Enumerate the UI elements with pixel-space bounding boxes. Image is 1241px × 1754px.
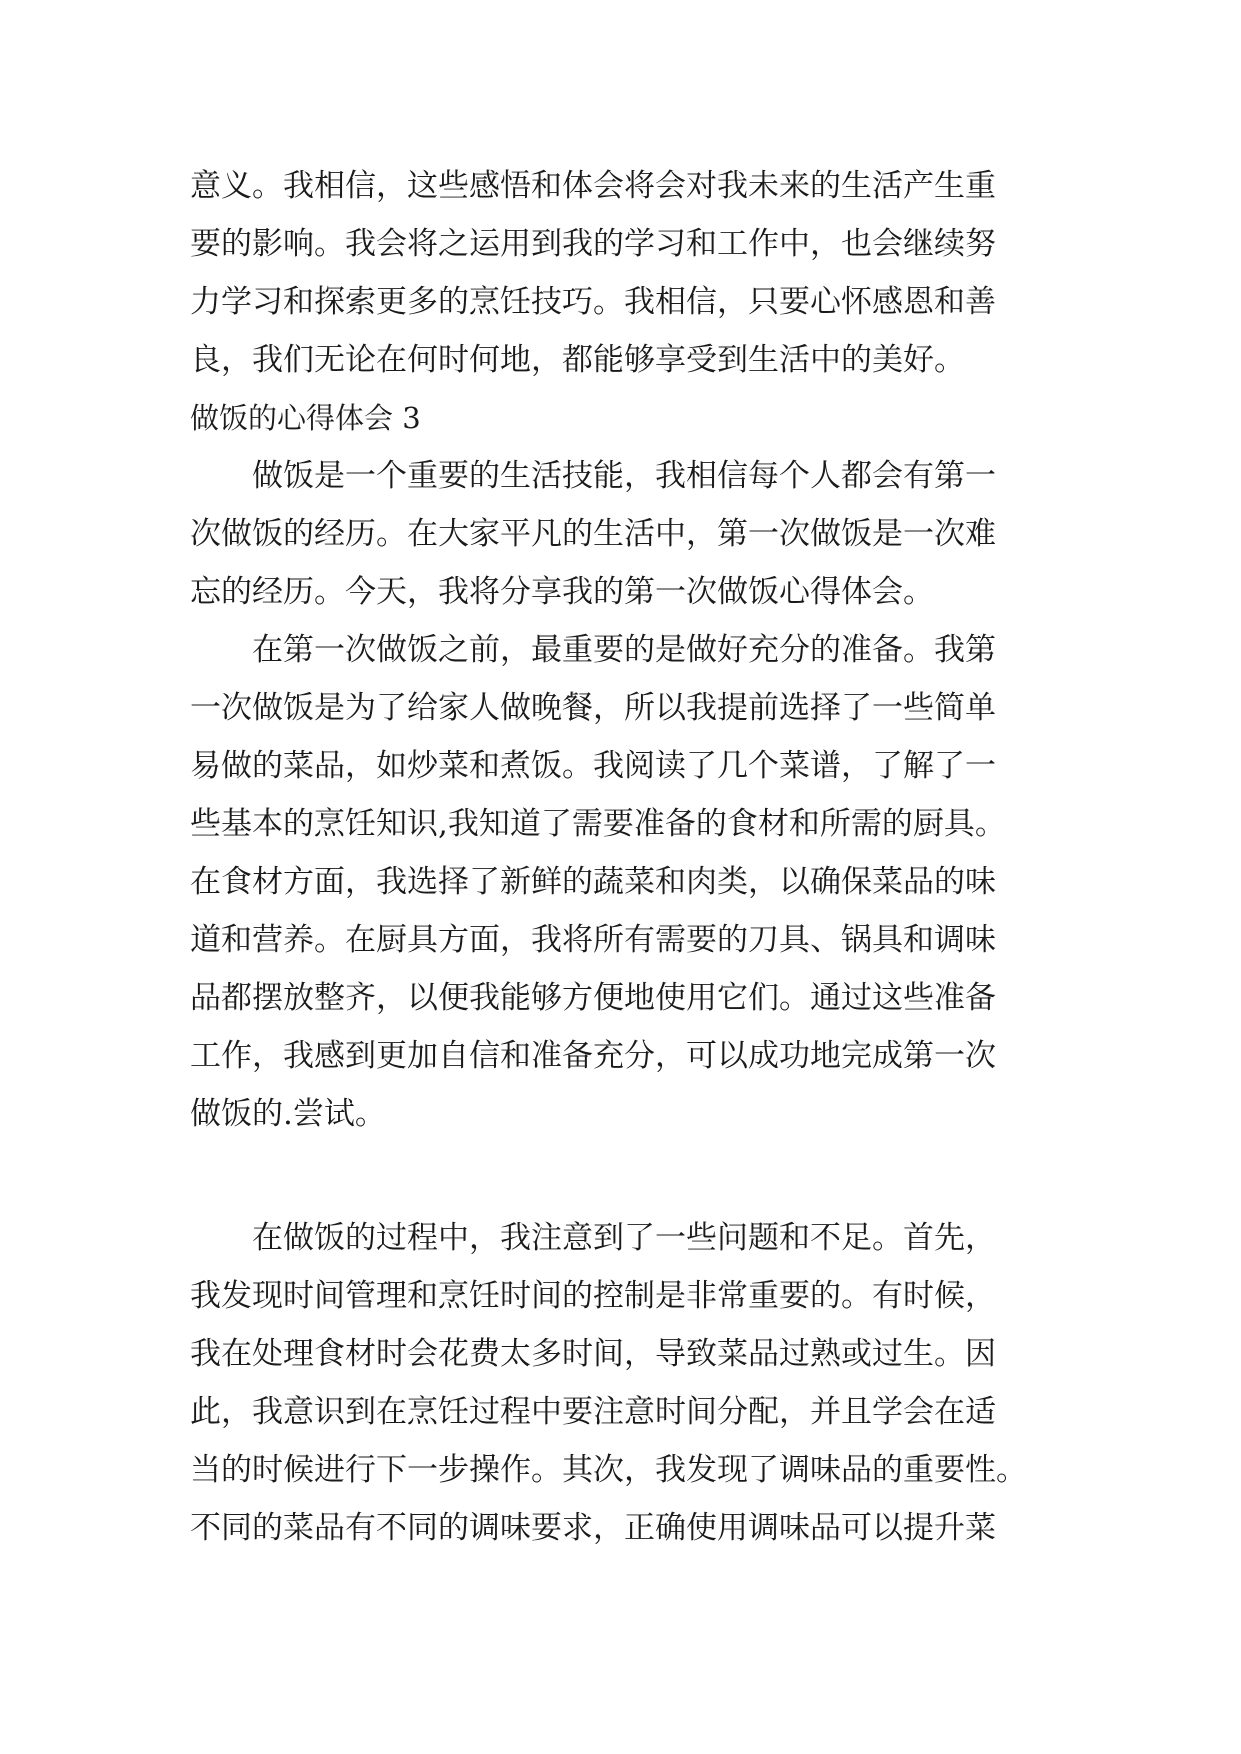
text-line: 工作，我感到更加自信和准备充分，可以成功地完成第一次 [190,1038,996,1074]
text-line: 良，我们无论在何时何地，都能够享受到生活中的美好。 [190,342,965,378]
text-line: 当的时候进行下一步操作。其次，我发现了调味品的重要性。 [190,1452,1027,1488]
text-line: 在做饭的过程中，我注意到了一些问题和不足。首先， [190,1220,996,1256]
text-line: 做饭是一个重要的生活技能，我相信每个人都会有第一 [190,458,996,494]
section-heading: 做饭的心得体会 3 [190,401,421,435]
text-line: 次做饭的经历。在大家平凡的生活中，第一次做饭是一次难 [190,516,996,552]
text-line: 在第一次做饭之前，最重要的是做好充分的准备。我第 [190,632,996,668]
text-line: 意义。我相信，这些感悟和体会将会对我未来的生活产生重 [190,168,996,204]
text-line: 我发现时间管理和烹饪时间的控制是非常重要的。有时候， [190,1278,996,1314]
text-line: 道和营养。在厨具方面，我将所有需要的刀具、锅具和调味 [190,922,996,958]
text-line: 我在处理食材时会花费太多时间，导致菜品过熟或过生。因 [190,1336,996,1372]
text-line: 些基本的烹饪知识,我知道了需要准备的食材和所需的厨具。 [190,806,1006,842]
text-line: 忘的经历。今天，我将分享我的第一次做饭心得体会。 [190,574,934,610]
text-line: 易做的菜品，如炒菜和煮饭。我阅读了几个菜谱，了解了一 [190,748,996,784]
text-line: 一次做饭是为了给家人做晚餐，所以我提前选择了一些简单 [190,690,996,726]
text-line: 在食材方面，我选择了新鲜的蔬菜和肉类，以确保菜品的味 [190,864,996,900]
text-line: 要的影响。我会将之运用到我的学习和工作中，也会继续努 [190,226,996,262]
text-line: 品都摆放整齐，以便我能够方便地使用它们。通过这些准备 [190,980,996,1016]
text-line: 做饭的.尝试。 [190,1096,386,1132]
text-line: 不同的菜品有不同的调味要求，正确使用调味品可以提升菜 [190,1510,996,1546]
text-line: 此，我意识到在烹饪过程中要注意时间分配，并且学会在适 [190,1394,996,1430]
text-line: 力学习和探索更多的烹饪技巧。我相信，只要心怀感恩和善 [190,284,996,320]
